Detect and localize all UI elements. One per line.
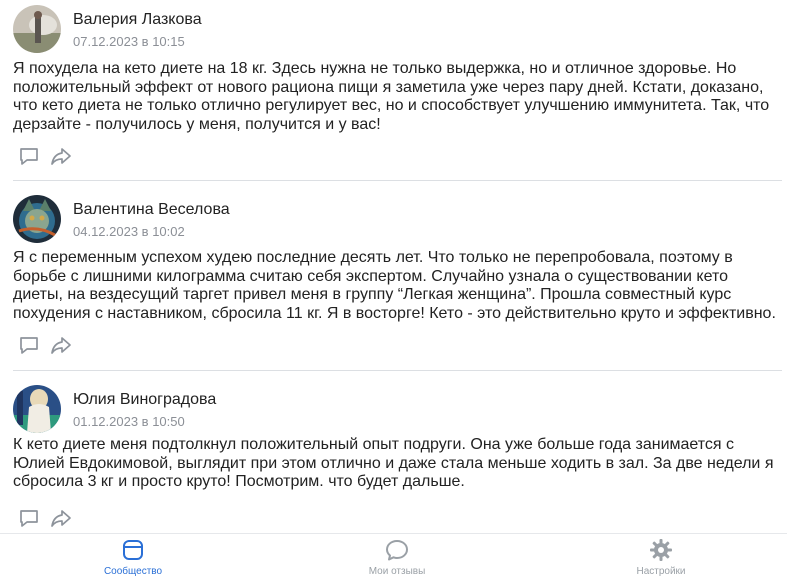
- post-date: 01.12.2023 в 10:50: [73, 414, 185, 429]
- comment-icon[interactable]: [18, 334, 42, 356]
- share-icon[interactable]: [50, 507, 74, 529]
- share-icon[interactable]: [50, 145, 74, 167]
- comment-icon[interactable]: [18, 145, 42, 167]
- review-text: К кето диете меня подтолкнул положительный опыт подруги. Она уже больше года занимается с Юлией Евдокимовой, выглядит при этом отлично и даже стала меньше ходить в зал. За две недели я сбросила 3 кг и просто круто! Посмотрим. что будет дальше.: [13, 436, 774, 490]
- post-date: 04.12.2023 в 10:02: [73, 224, 185, 239]
- review-text: Я с переменным успехом худею последние десять лет. Что только не перепробовала, поэтому в борьбе с лишними килограмма считаю себя экспертом. Случайно узнала о существовании кето диеты, на вездесущий таргет привел меня в группу “Легкая женщина”. Прошла совместный курс похудения с наставником, сбросила 11 кг. Я в восторге! Кето - это действительно круто и эффективно.: [13, 249, 776, 322]
- tab-my-reviews[interactable]: [317, 534, 477, 578]
- tab-community[interactable]: [53, 534, 213, 578]
- tab-settings-label: Настройки: [636, 566, 686, 577]
- divider: [13, 180, 782, 181]
- avatar[interactable]: [13, 385, 61, 433]
- avatar[interactable]: [13, 5, 61, 53]
- comment-icon[interactable]: [18, 507, 42, 529]
- tab-settings[interactable]: [581, 534, 741, 578]
- avatar[interactable]: [13, 195, 61, 243]
- author-name[interactable]: Валентина Веселова: [73, 201, 230, 218]
- share-icon[interactable]: [50, 334, 74, 356]
- review-text: Я похудела на кето диете на 18 кг. Здесь нужна не только выдержка, но и отличное здоровье. Но положительный эффект от нового рациона пищи я заметила уже через пару дней. Кстати, доказано, что кето диета не только отлично регулирует вес, но и способствует улучшению иммунитета. Так, что дерзайте - получилось у меня, получится и у вас!: [13, 60, 770, 133]
- author-name[interactable]: Валерия Лазкова: [73, 11, 202, 28]
- chat-bubble-icon: [384, 538, 410, 567]
- gear-icon: [649, 538, 673, 567]
- community-icon: [121, 538, 145, 567]
- tab-community-label: Сообщество: [103, 566, 163, 577]
- bottom-tab-bar: [0, 533, 787, 578]
- tab-my-reviews-label: Мои отзывы: [368, 566, 426, 577]
- author-name[interactable]: Юлия Виноградова: [73, 391, 217, 408]
- post-date: 07.12.2023 в 10:15: [73, 34, 185, 49]
- divider: [13, 370, 782, 371]
